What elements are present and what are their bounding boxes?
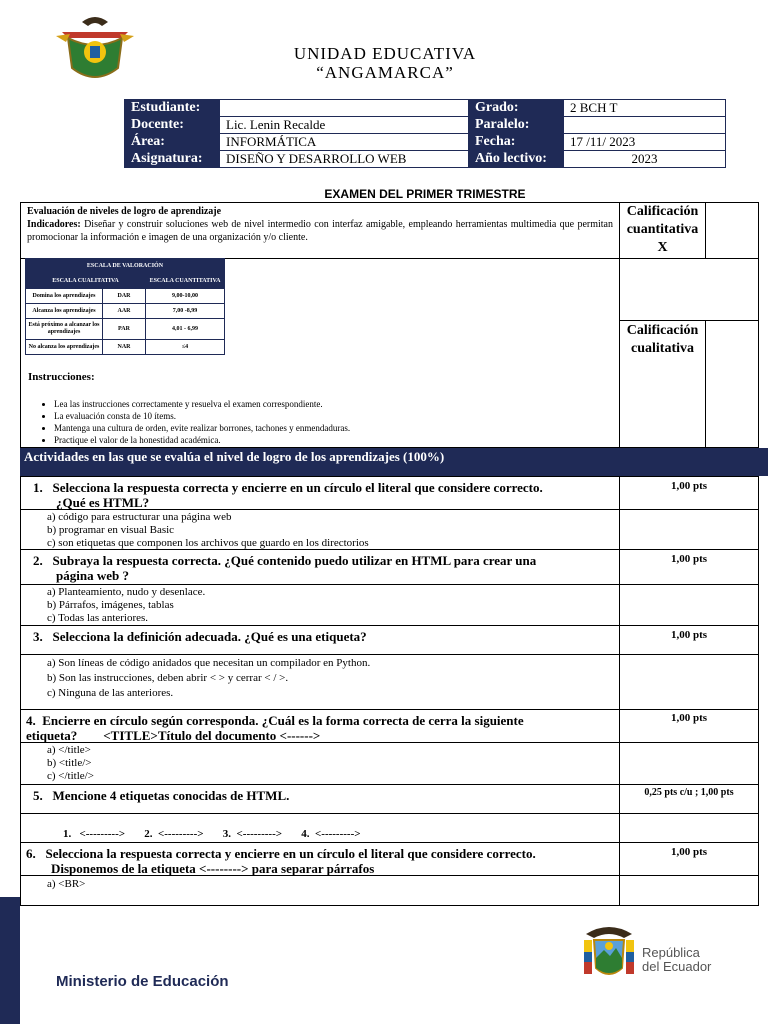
question-3-options	[20, 654, 620, 710]
cal-cuant-line2: cuantitativa	[626, 222, 699, 237]
option-a[interactable]: a) Son líneas de código anidados que necesitan un compilador en Python.	[47, 657, 371, 669]
valuation-scale-table	[25, 258, 225, 355]
cal-cualitativa-field[interactable]	[705, 320, 759, 448]
question-points: 1,00 pts	[619, 549, 759, 585]
question-number: 1.	[33, 480, 43, 495]
option-b[interactable]: b) Párrafos, imágenes, tablas	[47, 599, 174, 611]
question-number: 4.	[26, 713, 36, 728]
question-1	[20, 476, 620, 510]
paralelo-field[interactable]	[564, 117, 726, 134]
instructions-label: Instrucciones:	[28, 371, 95, 383]
question-1-options	[20, 509, 620, 550]
evaluation-box	[20, 202, 620, 259]
question-5-answers	[20, 813, 620, 843]
answer-cell	[619, 654, 759, 710]
activities-band: Actividades en las que se evalúa el nivel de logro de los aprendizajes (100%)	[20, 448, 768, 476]
question-points: 1,00 pts	[619, 476, 759, 510]
indicators-text	[21, 218, 619, 244]
cal-cuant-line1: Calificación	[626, 204, 699, 219]
cal-blank-box	[619, 258, 759, 321]
estudiante-label: Estudiante:	[125, 100, 220, 117]
exam-title: EXAMEN DEL PRIMER TRIMESTRE	[324, 187, 526, 201]
scale-col1-header: ESCALA CUALITATIVA	[26, 274, 146, 289]
option-c[interactable]: c) </title/>	[47, 770, 94, 782]
scale-col2-header: ESCALA CUANTITATIVA	[146, 274, 225, 289]
question-text-line2: ¿Qué es HTML?	[56, 495, 150, 510]
scale-row-code: NAR	[103, 340, 146, 355]
question-text: Selecciona la respuesta correcta y encierre en un círculo el literal que considere correcto.	[52, 480, 543, 495]
ministerio-text: Ministerio de Educación	[56, 973, 229, 990]
option-c[interactable]: c) son etiquetas que componen los archivos que guardo en los directorios	[47, 537, 369, 549]
answer-cell	[619, 875, 759, 906]
docente-value: Lic. Lenin Recalde	[220, 117, 469, 134]
cal-cual-line2: cualitativa	[631, 341, 694, 356]
option-a[interactable]: a) </title>	[47, 744, 91, 756]
option-b[interactable]: b) programar en visual Basic	[47, 524, 175, 536]
scale-title: ESCALA DE VALORACIÓN	[26, 259, 225, 274]
anio-value: 2023	[564, 151, 726, 168]
question-text: Subraya la respuesta correcta. ¿Qué contenido puedo utilizar en HTML para crear una	[52, 553, 537, 568]
school-crest-icon	[52, 12, 138, 84]
school-name	[220, 44, 550, 82]
scale-row-code: DAR	[103, 289, 146, 304]
question-number: 2.	[33, 553, 43, 568]
instructions-list	[8, 398, 614, 446]
school-name-line1: UNIDAD EDUCATIVA	[293, 44, 477, 63]
option-c[interactable]: c) Ninguna de las anteriores.	[47, 687, 174, 699]
scale-row-code: PAR	[103, 319, 146, 340]
question-4-options	[20, 742, 620, 785]
answer-cell	[619, 509, 759, 550]
scale-row-desc: Domina los aprendizajes	[26, 289, 103, 304]
cal-cuant-line3: X	[657, 240, 668, 255]
question-number: 3.	[33, 629, 43, 644]
question-text: Mencione 4 etiquetas conocidas de HTML.	[52, 788, 290, 803]
scale-row-range: ≤4	[146, 340, 225, 355]
scale-row-range: 4,01 - 6,99	[146, 319, 225, 340]
question-points: 1,00 pts	[619, 842, 759, 876]
question-points: 0,25 pts c/u ; 1,00 pts	[619, 784, 759, 814]
asignatura-label: Asignatura:	[125, 151, 220, 168]
scale-row-desc: No alcanza los aprendizajes	[26, 340, 103, 355]
grado-value: 2 BCH T	[564, 100, 726, 117]
instruction-item: • Lea las instrucciones correctamente y resuelva el examen correspondiente.	[54, 398, 614, 410]
scale-row-range: 7,00 -8,99	[146, 304, 225, 319]
option-a[interactable]: a) código para estructurar una página web	[47, 511, 232, 523]
student-info-table	[124, 99, 726, 168]
grado-label: Grado:	[469, 100, 564, 117]
cal-cual-line1: Calificación	[626, 323, 699, 338]
answer-cell	[619, 742, 759, 785]
evaluation-heading: Evaluación de niveles de logro de aprendizaje	[27, 206, 222, 217]
question-text-line2: página web ?	[56, 568, 129, 583]
republica-line1: República	[642, 945, 700, 960]
answer-blanks[interactable]: 1. <---------> 2. <---------> 3. <---------> 4. <--------->	[63, 828, 361, 840]
question-text: Selecciona la respuesta correcta y encierre en un círculo el literal que considere correcto.	[45, 846, 536, 861]
scale-row-range: 9,00-10,00	[146, 289, 225, 304]
question-text: Selecciona la definición adecuada. ¿Qué es una etiqueta?	[52, 629, 367, 644]
estudiante-field[interactable]	[220, 100, 469, 117]
republica-line2: del Ecuador	[642, 959, 712, 974]
scale-row-desc: Alcanza los aprendizajes	[26, 304, 103, 319]
question-text: Encierre en círculo según corresponda. ¿Cuál es la forma correcta de cerra la siguiente	[42, 713, 524, 728]
cal-cuantitativa-field[interactable]	[705, 202, 759, 259]
scale-row-desc: Está próximo a alcanzar los aprendizajes	[26, 319, 103, 340]
option-a[interactable]: a) <BR>	[47, 878, 86, 890]
option-c[interactable]: c) Todas las anteriores.	[47, 612, 149, 624]
area-value: INFORMÁTICA	[220, 134, 469, 151]
cal-cualitativa-box	[619, 320, 706, 448]
anio-label: Año lectivo:	[469, 151, 564, 168]
fecha-value: 17 /11/ 2023	[564, 134, 726, 151]
fecha-label: Fecha:	[469, 134, 564, 151]
instruction-item: • Mantenga una cultura de orden, evite realizar borrones, tachones y enmendaduras.	[54, 422, 614, 434]
asignatura-value: DISEÑO Y DESARROLLO WEB	[220, 151, 469, 168]
option-a[interactable]: a) Planteamiento, nudo y desenlace.	[47, 586, 206, 598]
footer-left-bar	[0, 897, 20, 1024]
question-6	[20, 842, 620, 876]
question-number: 6.	[26, 846, 36, 861]
option-b[interactable]: b) Son las instrucciones, deben abrir < > y cerrar < / >.	[47, 672, 289, 684]
question-2-options	[20, 584, 620, 626]
question-text-line2: Disponemos de la etiqueta <--------> para separar párrafos	[51, 861, 375, 876]
ecuador-coat-of-arms-icon	[580, 922, 638, 988]
answer-cell	[619, 813, 759, 843]
answer-cell	[619, 584, 759, 626]
school-name-line2: “ANGAMARCA”	[316, 63, 454, 82]
option-b[interactable]: b) <title/>	[47, 757, 92, 769]
question-6-options	[20, 875, 620, 906]
question-5	[20, 784, 620, 814]
republica-ecuador	[642, 946, 711, 974]
question-text-line2: etiqueta? <TITLE>Título del documento <------>	[26, 728, 321, 743]
question-4	[20, 709, 620, 743]
question-number: 5.	[33, 788, 43, 803]
question-3	[20, 625, 620, 655]
area-label: Área:	[125, 134, 220, 151]
question-2	[20, 549, 620, 585]
cal-cuantitativa-box	[619, 202, 706, 259]
question-points: 1,00 pts	[619, 709, 759, 743]
indicators-label: Indicadores:	[27, 219, 81, 230]
paralelo-label: Paralelo:	[469, 117, 564, 134]
instruction-item: • La evaluación consta de 10 ítems.	[54, 410, 614, 422]
indicators-body: Diseñar y construir soluciones web de nivel intermedio con interfaz amigable, empleando herramientas multimedia que permitan promocionar la información e imagen de una organización y/o cliente.	[27, 219, 613, 243]
docente-label: Docente:	[125, 117, 220, 134]
instruction-item: • Practique el valor de la honestidad académica.	[54, 434, 614, 446]
scale-row-code: AAR	[103, 304, 146, 319]
question-points: 1,00 pts	[619, 625, 759, 655]
